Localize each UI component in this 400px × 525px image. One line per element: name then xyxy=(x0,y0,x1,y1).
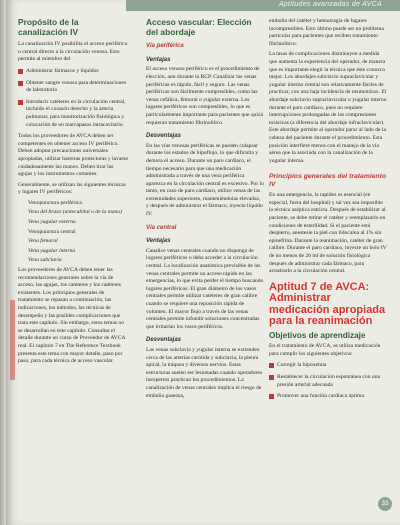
label-heading: Ventajas xyxy=(146,56,171,63)
paragraph: Generalmente, se utilizan las siguientes técnicas y lugares IV periféricos: xyxy=(18,181,126,196)
paragraph: En una emergencia, la rapidez es esencial (en especial, fuera del hospital) y tal vez sea imposible la técnica aséptica estricta. Después de estabilizar al paciente, se debe retirar el catéter y reemplazarlo en condiciones de esterilidad. Si el paciente está despierto, anestesie la piel con lidocaína al 1% sin epinefrina. Durante la reanimación, catéter de gran calibre. Durante el paro cardíaco, inyecte un bolo IV de no menos de 20 ml de solución fisiológica después de administrar cada fármaco, para arrastrarlo a la circulación central. xyxy=(269,192,387,275)
margin-marker xyxy=(10,300,15,380)
sub-item: Vena subclavia xyxy=(28,257,62,264)
bullet-square-icon xyxy=(269,394,274,399)
bullet-item xyxy=(18,99,128,129)
paragraph: La tasas de complicaciones disminuyen a medida que aumenta la experiencia del operador, de manera que es importante elegir la técnica que éste conozca mejor. Los abordajes subclavio supraclavicular y yugular interno central son relativamente fáciles de practicar, con una baja incidencia de neumotórax. El abordaje subclavio supraclavicular o yugular interno durante el paro cardíaco, pues no requiere interrupciones prolongadas de las compresiones torácicas (a diferencia del abordaje infraclavicular). Este abordaje permite al operador parar al lado de la cabeza del paciente durante el procedimiento. Esta posición interfiere menos con el manejo de la vía aérea que la asociada con la canalización de la yugular interna. xyxy=(269,51,387,164)
section-heading-red: Principios generales del tratamiento IV xyxy=(269,173,387,189)
bullet-item xyxy=(269,362,387,370)
book-page xyxy=(6,0,400,525)
bullet-item xyxy=(18,80,128,95)
label-heading: Desventajas xyxy=(146,337,182,344)
bullet-square-icon xyxy=(269,363,274,368)
column-middle xyxy=(146,18,264,403)
page-number: 33 xyxy=(378,497,392,511)
section-heading: Acceso vascular: Elección del abordaje xyxy=(146,17,252,37)
bullet-text: Administrar fármacos y líquidos xyxy=(26,67,99,74)
paragraph: Los proveedores de AVCA deben tener las recomendaciones generales sobre la vía de acceso, las agujas, los catéteres y los catéteres existentes. Los principios generales de tratamiento se repasan a continuación, las indicaciones, los métodos, las técnicas de desempeño y las posibles complicaciones que trata este capítulo. Sin embargo, estos temas no se desarrollan en este capítulo. Consultar el detalle durante un curso de Proveedor de AVCA real. El capítulo 7 en The Reference Textbook presenta este tema con mayor detalle, paso por paso, para cada técnica de acceso vascular. xyxy=(18,267,126,365)
objectives-heading: Objetivos de aprendizaje xyxy=(269,330,366,340)
label-heading: Ventajas xyxy=(146,238,171,245)
paragraph: En el tratamiento de AVCA, se utiliza medicación para cumplir los siguientes objetivos: xyxy=(269,343,381,357)
bullet-text: Corregir la hipoxemia xyxy=(277,362,327,369)
paragraph: El acceso venoso periférico es el procedimiento de elección, aun durante la RCP. Canalizar las venas periféricas es rápido, fácil y seguro. Las venas periféricas son fácilmente compresibles, como las venas cefálica, femoral o yugular externa. Los lugares periféricos son compresibles, lo que es particularmente importante para pacientes que quizá requieran tratamiento fibrinolítico. xyxy=(146,66,263,126)
bullet-square-icon xyxy=(18,69,23,74)
paragraph: La canalización IV posibilita el acceso periférico o central directo a la circulación venosa. Esto permite al miembro del xyxy=(18,41,128,63)
bullet-text: Promover una función cardíaca óptima xyxy=(277,393,364,400)
subsection-heading: Vía periférica xyxy=(146,43,184,50)
bullet-text: Restablecer la circulación espontánea con una presión arterial adecuada xyxy=(277,374,380,388)
paragraph: Las venas subclavia y yugular interna se extienden cerca de las arterias carótida y subclavia, la pleura apical, la tráquea y diversos nervios. Estas estructuras suelen ser lesionadas cuando operadores inexpertos practican los procedimientos. La canalización de venas centrales implica el riesgo de embolia gaseosa, xyxy=(146,346,263,399)
bullet-text: Introducir catéteres en la circulación central, incluido el corazón derecho y la arteria pulmonar, para monitorización fisiológica y colocación de un marcapasos intracavitario. xyxy=(26,98,126,128)
sub-item: Venopunctura central xyxy=(28,228,76,235)
sub-item: Venopunctura periférica xyxy=(28,199,82,206)
sub-item: Vena del brazo (antecubital o de la mano) xyxy=(28,209,122,216)
subsection-heading: Vía central xyxy=(146,224,177,231)
bullet-item xyxy=(269,393,387,401)
paragraph: embolia del catéter y hemorragia de lugares incompresibles. Esto último puede ser un problema particular para pacientes que reciben tratamiento fibrinolítico. xyxy=(269,18,384,47)
bullet-text: Obtener sangre venosa para determinaciones de laboratorio xyxy=(26,79,127,94)
running-head: Aptitudes avanzadas de AVCA xyxy=(278,1,382,8)
column-right xyxy=(269,18,387,405)
section-heading: Propósito de la canalización IV xyxy=(18,17,79,37)
label-heading: Desventajas xyxy=(146,133,182,140)
paragraph: Todos los proveedores de AVCA deben ser competentes en obtener acceso IV periférico. Deben adoptar precauciones universales apropiadas, utilizar barreras protectoras y lavarse cuidadosamente las manos. Deben tirar las agujas y los instrumentos cortantes. xyxy=(18,133,128,178)
sub-item: Vena yugular interna xyxy=(28,247,76,254)
paragraph: En las vías venosas periféricas se pueden colapsar durante los estados de hipoflujo, lo que dificulta y demora el acceso. Durante un paro cardíaco, el tiempo necesario para que una medicación administrada a través de una vena periférica aparezca en la circulación central es excesivo. Por lo tanto, en caso de paro cardíaco, utilice venas de las extremidades superiores, manteniéndolas elevadas, y después de administrar el fármaco, inyecte líquido IV. xyxy=(146,142,264,218)
sub-item: Vena yugular externa xyxy=(28,219,76,226)
bullet-item xyxy=(269,374,387,389)
bullet-square-icon xyxy=(18,100,23,105)
sub-item: Vena femoral xyxy=(28,238,58,245)
bullet-item xyxy=(18,68,128,76)
bullet-square-icon xyxy=(18,81,23,86)
skill-title: Aptitud 7 de AVCA: Administrar medicación apropiada para la reanimación xyxy=(269,280,386,328)
column-left xyxy=(18,18,128,369)
paragraph: Canalice venas centrales cuando no disponga de lugares periféricos o deba acceder a la circulación central. La localización anatómica previsible de las venas centrales permite un acceso rápido en las emergencias, lo que evita perder el tiempo buscando lugares periféricos. El gran diámetro de los vasos centrales permite utilizar catéteres de gran calibre cuando se requiere una reposición rápida de volumen. El mayor flujo a través de las venas centrales permite infundir soluciones concentradas que irritarían los vasos periféricos. xyxy=(146,247,264,330)
bullet-square-icon xyxy=(269,375,274,380)
